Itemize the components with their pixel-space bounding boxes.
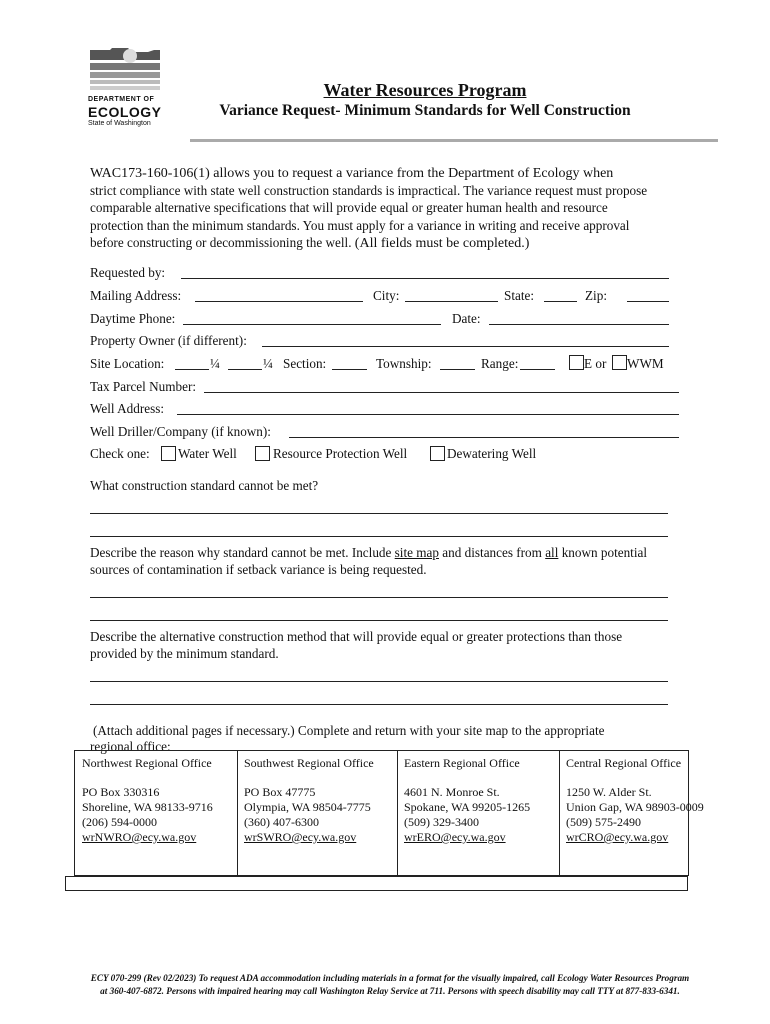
office-phone: (206) 594-0000 — [82, 815, 157, 829]
zip-field[interactable] — [627, 301, 669, 302]
well-address-label: Well Address: — [90, 401, 165, 416]
section-label: Section: — [283, 356, 327, 371]
office-name: Eastern Regional Office — [404, 756, 520, 770]
site-map-emphasis: site map — [394, 545, 439, 560]
attach-note-line2: regional office: — [90, 739, 171, 754]
answer-line[interactable] — [90, 704, 668, 705]
page-title: Water Resources Program — [323, 80, 527, 100]
zip-label: Zip: — [585, 288, 607, 303]
office-city: Olympia, WA 98504-7775 — [244, 800, 371, 814]
answer-line[interactable] — [90, 536, 668, 537]
footer — [40, 972, 740, 998]
attach-note: (Attach additional pages if necessary.) Complete and return with your site map to the appropriate — [93, 723, 605, 738]
intro-line-last — [90, 234, 680, 252]
tax-parcel-field[interactable] — [204, 392, 679, 393]
office-address: PO Box 330316 — [82, 785, 160, 799]
wwm-label: WWM — [627, 356, 664, 371]
requested-by-field[interactable] — [181, 278, 669, 279]
state-label: State: — [504, 288, 535, 303]
property-owner-field[interactable] — [262, 346, 669, 347]
question-reason — [90, 545, 647, 561]
check-one-label: Check one: — [90, 446, 150, 461]
header-divider — [190, 139, 718, 142]
daytime-phone-field[interactable] — [183, 324, 441, 325]
office-email-link[interactable]: wrERO@ecy.wa.gov — [404, 830, 506, 844]
intro-line: strict compliance with state well construction standards is impractical. The variance request must propose — [90, 183, 648, 199]
footer-line: ECY 070-299 (Rev 02/2023) To request ADA accommodation including materials in a format for the visually impaired, call Ecology Water Resources Program — [90, 973, 690, 983]
office-phone: (509) 575-2490 — [566, 815, 641, 829]
office-city: Spokane, WA 99205-1265 — [404, 800, 531, 814]
resource-protection-well-label: Resource Protection Well — [273, 446, 408, 461]
water-well-label: Water Well — [178, 446, 237, 461]
range-field[interactable] — [520, 369, 555, 370]
intro-paragraph — [90, 165, 680, 252]
property-owner-label: Property Owner (if different): — [90, 333, 247, 348]
answer-line[interactable] — [90, 620, 668, 621]
office-email-link[interactable]: wrSWRO@ecy.wa.gov — [244, 830, 357, 844]
question-alternative-line2: provided by the minimum standard. — [90, 646, 279, 661]
state-field[interactable] — [544, 301, 577, 302]
intro-line: protection than the minimum standards. You must apply for a variance in writing and receive approval — [90, 217, 630, 233]
agency-dept: DEPARTMENT OF — [88, 96, 155, 103]
daytime-phone-label: Daytime Phone: — [90, 311, 176, 326]
question-alternative: Describe the alternative construction method that will provide equal or greater protections than those — [90, 629, 623, 644]
question-reason-text: known potential — [558, 545, 648, 560]
office-city: Union Gap, WA 98903-0009 — [566, 800, 704, 814]
question-reason-line2: sources of contamination if setback variance is being requested. — [90, 562, 427, 577]
water-well-checkbox[interactable] — [161, 446, 176, 461]
ecology-logo — [88, 46, 162, 132]
mailing-address-field[interactable] — [195, 301, 363, 302]
quarter-label-2: ¼ — [263, 356, 273, 371]
office-name: Southwest Regional Office — [244, 756, 374, 770]
question-reason-text: Describe the reason why standard cannot be met. Include — [90, 545, 395, 560]
section-field[interactable] — [332, 369, 367, 370]
township-label: Township: — [376, 356, 432, 371]
bottom-box — [65, 876, 688, 891]
office-address: 1250 W. Alder St. — [566, 785, 652, 799]
resource-protection-well-checkbox[interactable] — [255, 446, 270, 461]
site-location-label: Site Location: — [90, 356, 165, 371]
office-address: PO Box 47775 — [244, 785, 316, 799]
city-label: City: — [373, 288, 400, 303]
office-city: Shoreline, WA 98133-9716 — [82, 800, 213, 814]
page-subtitle: Variance Request- Minimum Standards for Well Construction — [219, 102, 631, 119]
column-divider — [237, 751, 238, 875]
office-email-link[interactable]: wrNWRO@ecy.wa.gov — [82, 830, 197, 844]
question-construction-standard: What construction standard cannot be met? — [90, 478, 319, 493]
answer-line[interactable] — [90, 597, 668, 598]
column-divider — [559, 751, 560, 875]
intro-line-text: before constructing or decommissioning the well. — [90, 234, 352, 250]
west-checkbox[interactable] — [612, 355, 627, 370]
quarter-quarter-field[interactable] — [175, 369, 209, 370]
regional-offices-table — [74, 750, 704, 876]
e-or-label: E or — [584, 356, 607, 371]
column-divider — [397, 751, 398, 875]
mailing-address-label: Mailing Address: — [90, 288, 182, 303]
tax-parcel-label: Tax Parcel Number: — [90, 379, 197, 394]
answer-line[interactable] — [90, 681, 668, 682]
well-address-field[interactable] — [177, 414, 679, 415]
intro-line: WAC173-160-106(1) allows you to request a variance from the Department of Ecology when — [90, 166, 614, 181]
date-label: Date: — [452, 311, 481, 326]
office-phone: (509) 329-3400 — [404, 815, 479, 829]
office-address: 4601 N. Monroe St. — [404, 785, 500, 799]
well-driller-label: Well Driller/Company (if known): — [90, 424, 271, 439]
township-field[interactable] — [440, 369, 475, 370]
ecology-logo-mark-icon — [88, 46, 162, 92]
dewatering-well-label: Dewatering Well — [447, 446, 537, 461]
office-name: Northwest Regional Office — [82, 756, 212, 770]
range-label: Range: — [481, 356, 519, 371]
agency-name: ECOLOGY — [88, 104, 162, 120]
office-email-link[interactable]: wrCRO@ecy.wa.gov — [566, 830, 669, 844]
dewatering-well-checkbox[interactable] — [430, 446, 445, 461]
office-name: Central Regional Office — [566, 756, 682, 770]
question-reason-text: and distances from — [439, 545, 546, 560]
well-driller-field[interactable] — [289, 437, 679, 438]
city-field[interactable] — [405, 301, 498, 302]
requested-by-label: Requested by: — [90, 265, 166, 280]
footer-line: at 360-407-6872. Persons with impaired hearing may call Washington Relay Service at 711. Persons with speech disability may call TTY at 877-833-6341. — [100, 986, 680, 996]
all-emphasis: all — [545, 545, 559, 560]
quarter-label-1: ¼ — [210, 356, 220, 371]
east-checkbox[interactable] — [569, 355, 584, 370]
agency-state: State of Washington — [88, 120, 151, 127]
date-field[interactable] — [489, 324, 669, 325]
office-phone: (360) 407-6300 — [244, 815, 319, 829]
intro-line: comparable alternative specifications that will provide equal or greater human health and resource — [90, 200, 608, 216]
all-fields-note: (All fields must be completed.) — [354, 235, 530, 251]
answer-line[interactable] — [90, 513, 668, 514]
quarter-field[interactable] — [228, 369, 262, 370]
